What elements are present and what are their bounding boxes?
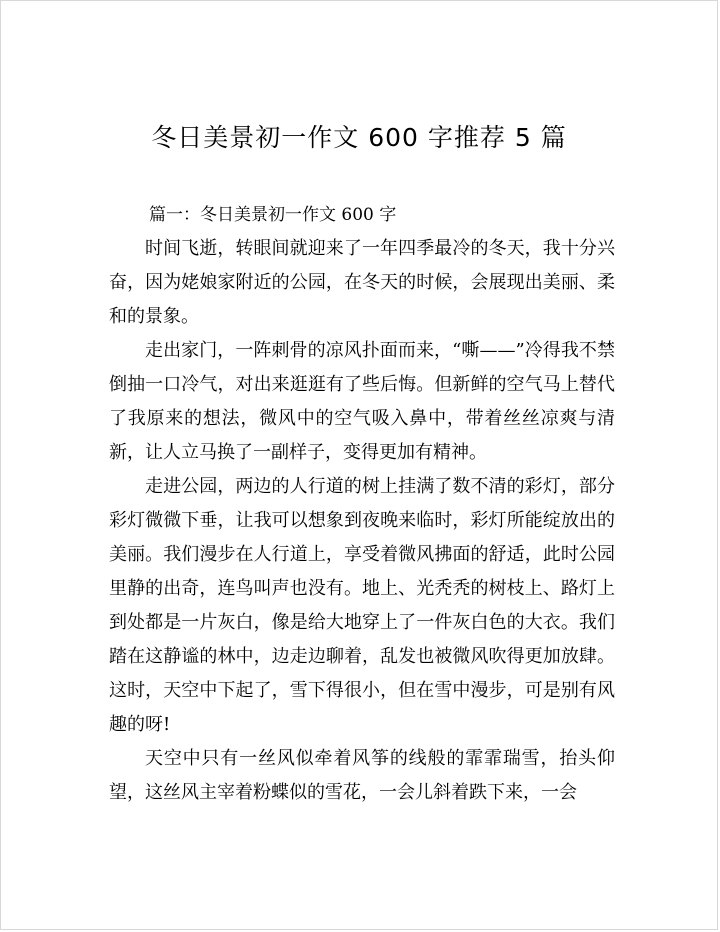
paragraph-3: 走进公园，两边的人行道的树上挂满了数不清的彩灯，部分彩灯微微下垂，让我可以想象到夜晚来临时，彩灯所能绽放出的美丽。我们漫步在人行道上，享受着微风拂面的舒适，此时公园里静的出奇，连鸟叫声也没有。地上、光秃秃的树枝上、路灯上到处都是一片灰白，像是给大地穿上了一件灰白色的大衣。我们踏在这静谧的林中，边走边聊着，乱发也被微风吹得更加放肆。这时，天空中下起了，雪下得很小，但在雪中漫步，可是别有风趣的呀!	[109, 476, 615, 735]
section-heading: 篇一：冬日美景初一作文 600 字	[149, 205, 397, 225]
document-body	[109, 198, 615, 810]
paragraph-1: 时间飞逝，转眼间就迎来了一年四季最冷的冬天，我十分兴奋，因为姥娘家附近的公园，在冬天的时候，会展现出美丽、柔和的景象。	[109, 238, 615, 327]
document-title: 冬日美景初一作文 600 字推荐 5 篇	[151, 123, 567, 152]
paragraph-2: 走出家门，一阵刺骨的凉风扑面而来，“嘶——”冷得我不禁倒抽一口冷气，对出来逛逛有了些后悔。但新鲜的空气马上替代了我原来的想法，微风中的空气吸入鼻中，带着丝丝凉爽与清新，让人立马换了一副样子，变得更加有精神。	[109, 340, 615, 463]
paragraph-4: 天空中只有一丝风似牵着风筝的线般的霏霏瑞雪，抬头仰望，这丝风主宰着粉蝶似的雪花，一会儿斜着跌下来，一会	[109, 748, 615, 803]
